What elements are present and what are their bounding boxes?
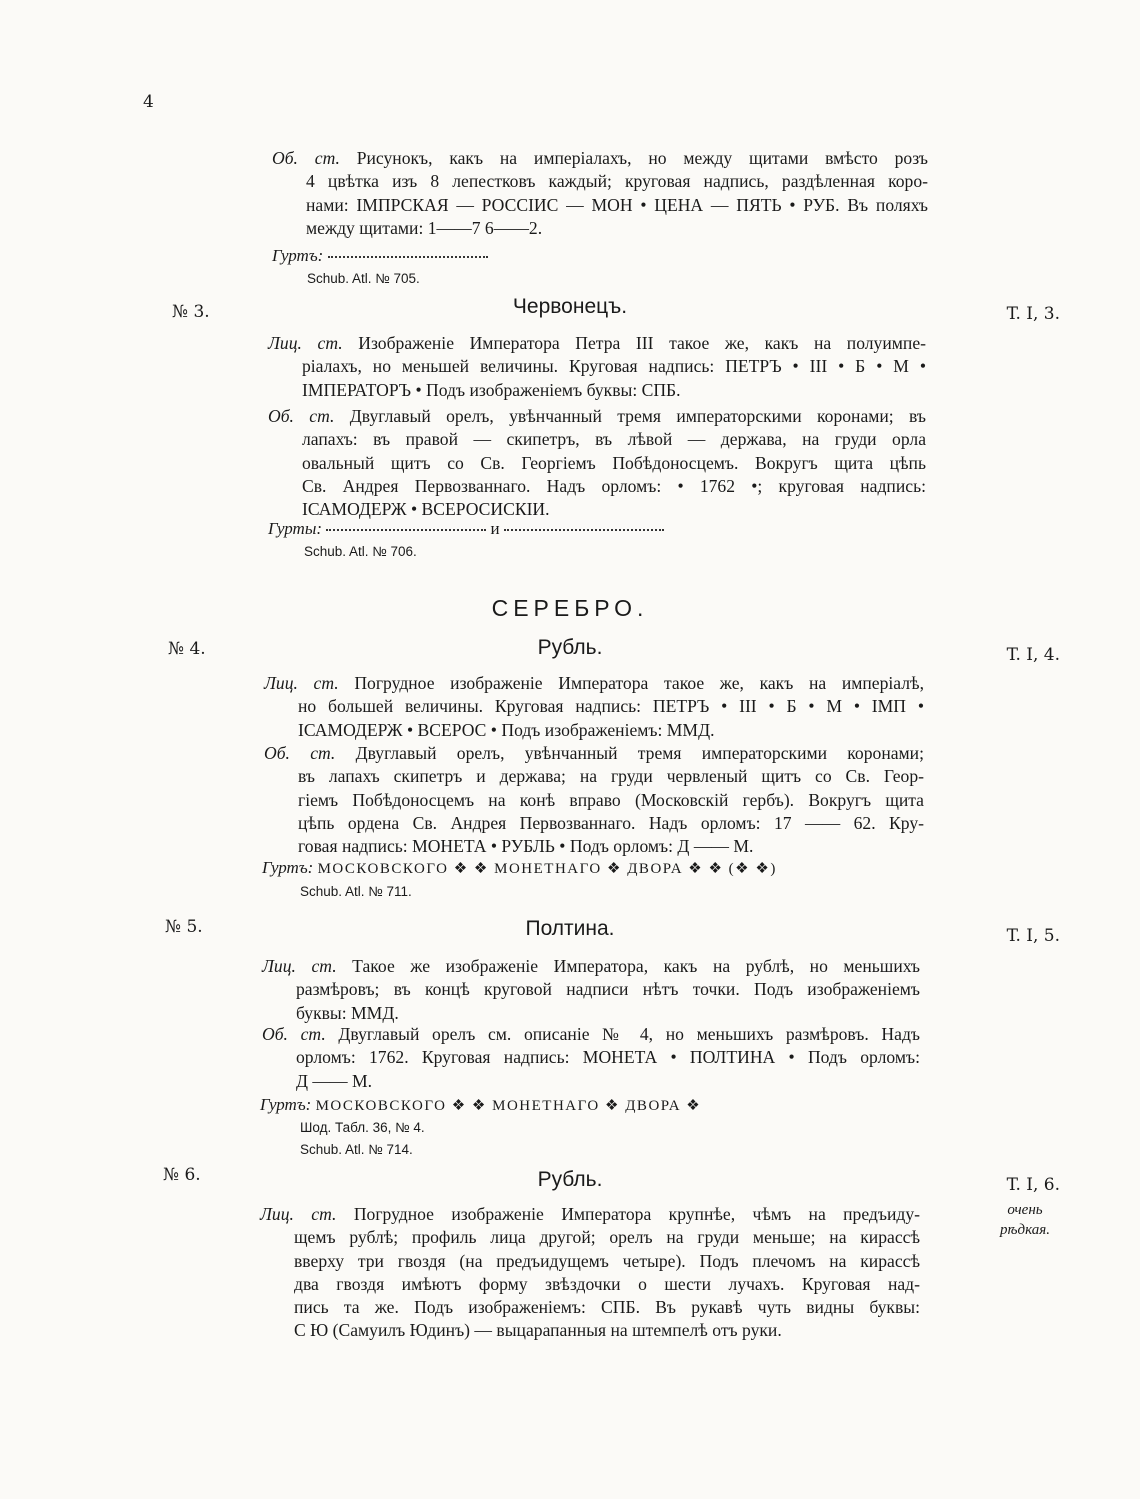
page-number: 4 — [143, 92, 154, 112]
entry-number: № 3. — [172, 302, 210, 322]
rarity-note: очень рѣдкая. — [1000, 1202, 1050, 1238]
entry-title: Рубль. — [537, 1168, 603, 1191]
entry-number: № 6. — [163, 1165, 201, 1185]
entry-title: Полтина. — [525, 917, 615, 940]
table-reference: T. I, 5. — [1006, 926, 1060, 946]
obverse-label: Об. ст. — [272, 148, 340, 168]
entry-obverse-lic: Лиц. ст. Изображеніе Императора Петра III такое же, какъ на полуимпе- ріалахъ, но меньшей величины. Круговая надпись: ПЕТРЪ • III • Б • М • ІМПЕРАТОРЪ • Подъ изображеніемъ буквы: СПБ. — [268, 333, 926, 400]
entry-gurt: Гуртъ: МОСКОВСКОГО ❖ ❖ МОНЕТНАГО ❖ ДВОРА ❖ — [260, 1095, 702, 1114]
section-heading: СЕРЕБРО. — [491, 595, 649, 621]
gurt-pattern — [504, 529, 664, 531]
table-reference: T. I, 4. — [1006, 645, 1060, 665]
entry-source: Schub. Atl. № 711. — [300, 884, 412, 899]
entry-reverse-ob: Об. ст. Двуглавый орелъ см. описаніе № 4, но меньшихъ размѣровъ. Надъ орломъ: 1762. Круговая надпись: МОНЕТА • ПОЛТИНА • Подъ орломъ: Д —— М. — [262, 1024, 920, 1091]
intro-gurt: Гуртъ: — [272, 246, 488, 266]
table-reference: T. I, 6. — [1006, 1175, 1060, 1195]
entry-source: Шод. Табл. 36, № 4. — [300, 1120, 425, 1135]
table-reference: T. I, 3. — [1006, 304, 1060, 324]
entry-source: Schub. Atl. № 706. — [304, 544, 417, 559]
entry-gurt: Гуртъ: МОСКОВСКОГО ❖ ❖ МОНЕТНАГО ❖ ДВОРА ❖ ❖ (❖ ❖) — [262, 858, 777, 877]
entry-gurt: Гурты: и — [268, 519, 664, 539]
entry-number: № 5. — [165, 917, 203, 937]
entry-reverse-ob: Об. ст. Двуглавый орелъ, увѣнчанный тремя императорскими коронами; въ лапахъ: въ правой — скипетръ, въ лѣвой — держава, на груди орла овальный щитъ со Св. Георгіемъ Побѣдоносцемъ. Вокругъ щита цѣпь Св. Андрея Первозваннаго. Надъ орломъ: • 1762 •; круговая надпись: ІСАМОДЕРЖ • ВСЕРОСИСКІИ. — [268, 406, 927, 520]
intro-obverse: Об. ст. Рисунокъ, какъ на имперіалахъ, но между щитами вмѣсто розъ 4 цвѣтка изъ 8 лепестковъ каждый; круговая надпись, раздѣленная коро- нами: ІМПРСКАЯ — РОССІИС — МОН • ЦЕНА — ПЯТЬ • РУБ. Въ поляхъ между щитами: 1——7 6——2. — [272, 148, 928, 238]
entry-number: № 4. — [168, 639, 206, 659]
entry-source: Schub. Atl. № 714. — [300, 1142, 413, 1157]
intro-source: Schub. Atl. № 705. — [307, 271, 420, 286]
entry-reverse-ob: Об. ст. Двуглавый орелъ, увѣнчанный тремя императорскими коронами; въ лапахъ скипетръ и держава; на груди червленый щитъ со Св. Геор- гіемъ Побѣдоносцемъ на конѣ вправо (Московскій гербъ). Вокругъ щита цѣпь ордена Св. Андрея Первозваннаго. Надъ орломъ: 17 —— 62. Кру- говая надпись: МОНЕТА • РУБЛЬ • Подъ орломъ: Д —— М. — [264, 743, 924, 857]
gurt-pattern — [326, 529, 486, 531]
entry-title: Червонецъ. — [512, 295, 628, 318]
entry-title: Рубль. — [537, 636, 603, 659]
entry-obverse-lic: Лиц. ст. Погрудное изображеніе Императора крупнѣе, чѣмъ на предъиду- щемъ рублѣ; профиль лица другой; орелъ на груди меньше; на кирассѣ вверху три гвоздя (на предъидущемъ четыре). Подъ плечомъ на кирассѣ два гвоздя имѣютъ форму звѣздочки о шести лучахъ. Круговая над- пись та же. Подъ изображеніемъ: СПБ. Въ рукавѣ чуть видны буквы: С Ю (Самуилъ Юдинъ) — выцарапанныя на штемпелѣ отъ руки. — [260, 1204, 920, 1341]
entry-obverse-lic: Лиц. ст. Погрудное изображеніе Императора такое же, какъ на имперіалѣ, но большей величины. Круговая надпись: ПЕТРЪ • III • Б • М • ІМП • ІСАМОДЕРЖ • ВСЕРОС • Подъ изображеніемъ: ММД. — [264, 673, 924, 740]
entry-obverse-lic: Лиц. ст. Такое же изображеніе Императора, какъ на рублѣ, но меньшихъ размѣровъ; въ концѣ круговой надписи нѣтъ точки. Подъ изображеніемъ буквы: ММД. — [262, 956, 920, 1023]
gurt-pattern — [328, 256, 488, 258]
